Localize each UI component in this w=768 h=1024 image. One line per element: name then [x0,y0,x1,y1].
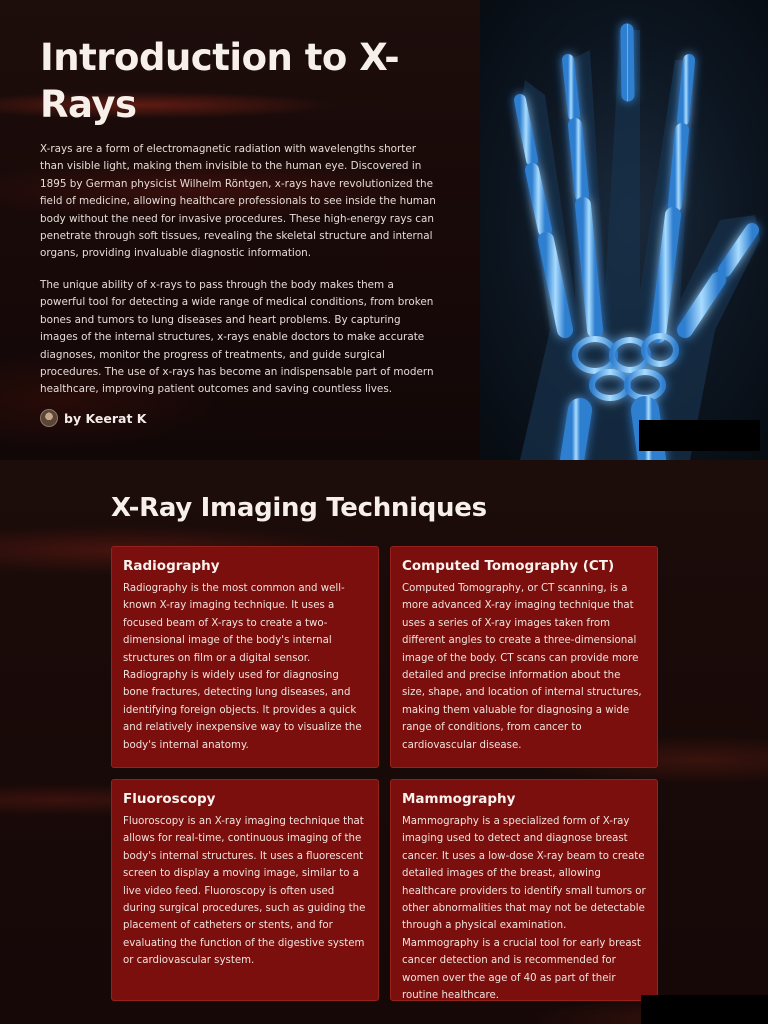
card-body: Fluoroscopy is an X-ray imaging technique that allows for real-time, continuous imaging of the body's internal structures. It uses a fluorescent screen to display a moving image, similar to a live video feed. Fluoroscopy is often used during surgical procedures, such as guiding the placement of catheters or stents, and for evaluating the function of the digestive system or cardiovascular system. [123,816,366,967]
techniques-slide [0,460,768,1024]
author-name: by Keerat K [64,410,147,426]
section-title: X-Ray Imaging Techniques [111,493,487,523]
card-body: Radiography is the most common and well-known X-ray imaging technique. It uses a focused beam of X-rays to create a two-dimensional image of the body's internal structures on film or a digital sensor. Radiography is widely used for diagnosing bone fractures, detecting lung diseases, and identifying foreign objects. It provides a quick and relatively inexpensive way to visualize the body's internal anatomy. [123,583,362,751]
intro-paragraph-2: The unique ability of x-rays to pass through the body makes them a powerful tool for detecting a wide range of medical conditions, from broken bones and tumors to lung diseases and heart problems. By capturing images of the internal structures, x-rays enable doctors to make accurate diagnoses, monitor the progress of treatments, and guide surgical procedures. The use of x-rays has become an indispensable part of modern healthcare, improving patient outcomes and saving countless lives. [40,279,434,396]
hand-xray-image [480,0,768,460]
card-computed-tomography [390,546,658,768]
card-body: Computed Tomography, or CT scanning, is a more advanced X-ray imaging technique that uses a series of X-ray images taken from different angles to create a three-dimensional image of the body. CT scans can provide more detailed and precise information about the size, shape, and location of internal structures, making them valuable for diagnosing a wide range of conditions, from cancer to cardiovascular disease. [402,583,642,751]
redaction-box [641,995,768,1024]
page-title: Introduction to X-Rays [40,36,400,126]
card-radiography [111,546,379,768]
author-byline [40,409,146,427]
card-fluoroscopy [111,779,379,1001]
card-heading: Fluoroscopy [123,791,216,807]
card-mammography [390,779,658,1001]
redaction-box [639,420,760,451]
author-avatar [40,409,58,427]
card-heading: Mammography [402,791,516,807]
card-heading: Radiography [123,558,220,574]
card-body: Mammography is a specialized form of X-ray imaging used to detect and diagnose breast cancer. It uses a low-dose X-ray beam to create detailed images of the breast, allowing healthcare providers to identify small tumors or other abnormalities that may not be detectable through a physical examination. Mammography is a crucial tool for early breast cancer detection and is recommended for women over the age of 40 as part of their routine healthcare. [402,816,646,1002]
hand-xray-graphic [480,0,768,460]
intro-slide [0,0,768,460]
card-heading: Computed Tomography (CT) [402,558,615,574]
intro-paragraph-1: X-rays are a form of electromagnetic radiation with wavelengths shorter than visible light, making them invisible to the human eye. Discovered in 1895 by German physicist Wilhelm Röntgen, x-rays have revolutionized the field of medicine, allowing healthcare professionals to see inside the human body without the need for invasive procedures. These high-energy rays can penetrate through soft tissues, revealing the skeletal structure and internal organs, providing invaluable diagnostic information. [40,143,436,260]
